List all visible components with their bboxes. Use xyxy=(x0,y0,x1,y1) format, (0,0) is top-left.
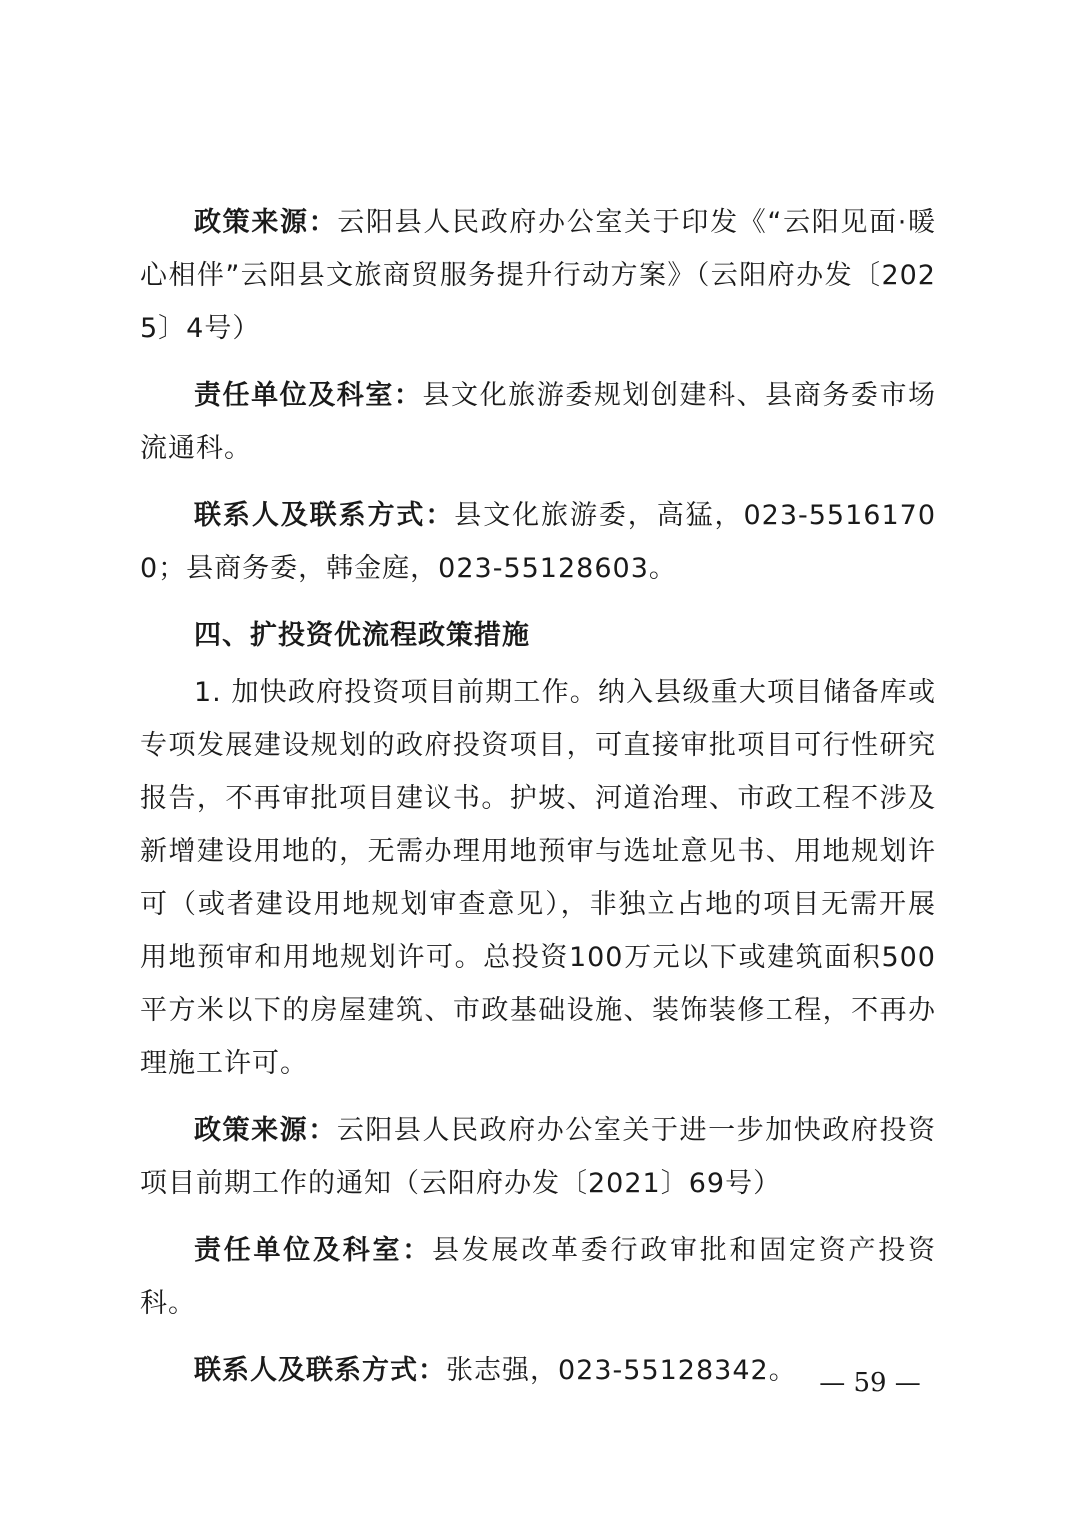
policy-source-paragraph xyxy=(140,196,936,355)
section-heading: 四、扩投资优流程政策措施 xyxy=(194,620,530,651)
document-body xyxy=(140,196,936,1397)
responsible-unit-paragraph xyxy=(140,369,936,475)
policy-source-label: 政策来源： xyxy=(194,1115,337,1146)
contact-paragraph xyxy=(140,489,936,595)
responsible-unit-text: 县发展改革委行政审批和固定资产投资科。 xyxy=(140,1235,936,1319)
page-number: — 59 — xyxy=(819,1368,921,1398)
responsible-unit-label: 责任单位及科室： xyxy=(194,1235,432,1266)
contact-text: 县文化旅游委，高猛，023-55161700；县商务委，韩金庭，023-55128603。 xyxy=(140,500,936,584)
policy-source-paragraph xyxy=(140,1104,936,1210)
responsible-unit-paragraph xyxy=(140,1224,936,1330)
policy-source-label: 政策来源： xyxy=(194,207,338,238)
policy-source-text: 云阳县人民政府办公室关于进一步加快政府投资项目前期工作的通知（云阳府办发〔2021〕69号） xyxy=(140,1115,937,1199)
contact-text: 张志强，023-55128342。 xyxy=(446,1355,797,1386)
contact-label: 联系人及联系方式： xyxy=(194,1355,446,1386)
responsible-unit-label: 责任单位及科室： xyxy=(194,380,423,411)
policy-source-text: 云阳县人民政府办公室关于印发《“云阳见面·暖心相伴”云阳县文旅商贸服务提升行动方案》（云阳府办发〔2025〕4号） xyxy=(140,207,937,344)
responsible-unit-text: 县文化旅游委规划创建科、县商务委市场流通科。 xyxy=(140,380,937,464)
measure-paragraph: 1. 加快政府投资项目前期工作。纳入县级重大项目储备库或专项发展建设规划的政府投资项目，可直接审批项目可行性研究报告，不再审批项目建议书。护坡、河道治理、市政工程不涉及新增建设用地的，无需办理用地预审与选址意见书、用地规划许可（或者建设用地规划审查意见），非独立占地的项目无需开展用地预审和用地规划许可。总投资100万元以下或建筑面积500平方米以下的房屋建筑、市政基础设施、装饰装修工程，不再办理施工许可。 xyxy=(140,677,936,1079)
contact-label: 联系人及联系方式： xyxy=(194,500,455,531)
